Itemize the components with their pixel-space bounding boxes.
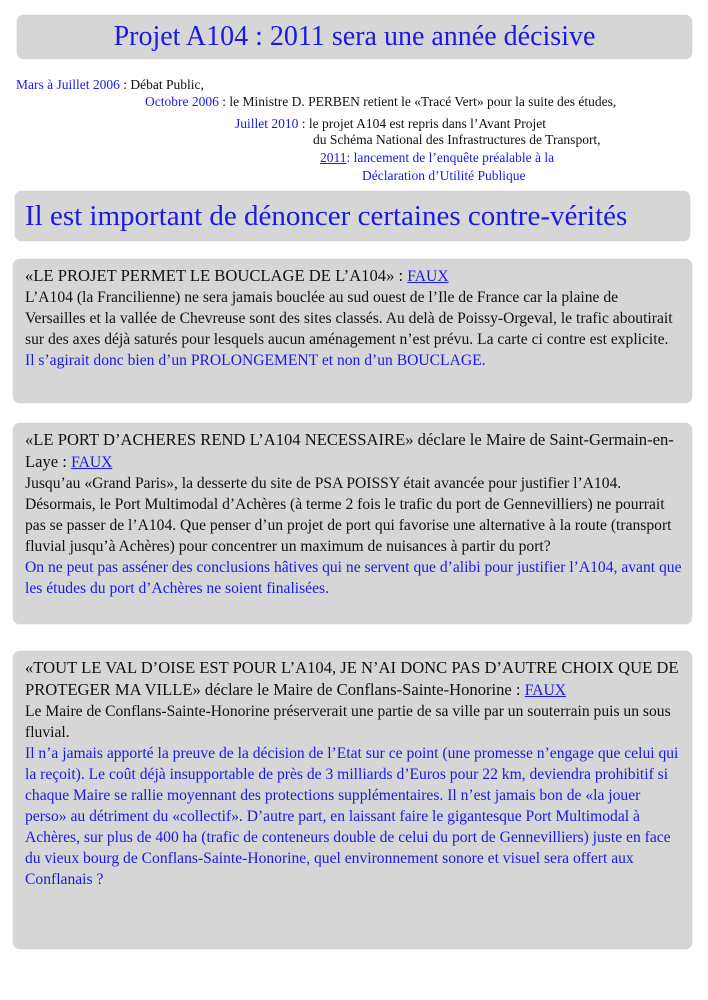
- page-title: Projet A104 : 2011 sera une année décisive: [113, 21, 596, 52]
- timeline-entry-1: [16, 76, 204, 93]
- timeline-text: du Schéma National des Infrastructures de Transport,: [313, 132, 601, 147]
- title-banner: [17, 15, 692, 59]
- timeline-entry-4: [320, 149, 554, 166]
- verdict-link[interactable]: FAUX: [407, 268, 449, 285]
- claim-quote: [25, 657, 682, 701]
- timeline-text: : le projet A104 est repris dans l’Avant Projet: [298, 116, 546, 131]
- claim-quote: [25, 265, 682, 287]
- timeline-date: Juillet 2010: [235, 116, 299, 131]
- claim-conclusion: On ne peut pas asséner des conclusions hâtives qui ne servent que d’alibi pour justifier l’A104, avant que les études du port d’Achères ne soient finalisées.: [25, 559, 682, 597]
- claim-conclusion-part-2: D’autre part, en laissant faire le gigantesque Port Multimodal à Achères, sur plus de 400 ha (trafic de conteneurs double de celui du port de Gennevilliers) juste en face du vieux bourg de Conflans-Sainte-Honorine, quel environnement sonore et visuel sera offert aux Conflanais ?: [25, 808, 671, 888]
- claim-quote-text: «LE PORT D’ACHERES REND L’A104 NECESSAIRE» déclare le Maire de Saint-Germain-en-Laye :: [25, 430, 674, 471]
- timeline-date: 2011: [320, 150, 347, 165]
- timeline-entry-4-continued: [362, 167, 525, 184]
- claim-conclusion: Il s’agirait donc bien d’un PROLONGEMENT et non d’un BOUCLAGE.: [25, 352, 486, 369]
- timeline-entry-3-continued: [313, 131, 601, 148]
- timeline-text: : Débat Public,: [119, 77, 204, 92]
- section-heading: Il est important de dénoncer certaines contre-vérités: [25, 199, 628, 232]
- timeline-date: Octobre 2006: [145, 94, 219, 109]
- claim-conclusion-part-1: Il n’a jamais apporté la preuve de la décision de l’Etat sur ce point (une promesse n’engage que celui qui la reçoit). Le coût déjà insupportable de près de 3 milliards d’Euros pour 22 km, deviendra prohibitif si chaque Maire se rallie moyennant des protections supplémentaires. Il n’est jamais bon de «la jouer perso» au détriment du «collectif».: [25, 745, 679, 825]
- claim-card-2: [13, 423, 692, 624]
- claim-card-1: [13, 259, 692, 403]
- claim-quote-text: «LE PROJET PERMET LE BOUCLAGE DE L’A104» :: [25, 266, 408, 285]
- claim-body: Le Maire de Conflans-Sainte-Honorine préserverait une partie de sa ville par un souterrain puis un sous fluvial.: [25, 703, 671, 741]
- claim-card-3: [13, 651, 692, 949]
- section-heading-banner: [15, 191, 690, 241]
- verdict-link[interactable]: FAUX: [524, 682, 567, 699]
- timeline-text: Déclaration d’Utilité Publique: [362, 168, 526, 183]
- claim-quote-text: «TOUT LE VAL D’OISE EST POUR L’A104, JE N’AI DONC PAS D’AUTRE CHOIX QUE DE PROTEGER MA VILLE» déclare le Maire de Conflans-Sainte-Honorine :: [25, 658, 679, 699]
- timeline-entry-3: [235, 115, 546, 132]
- timeline-date: Mars à Juillet 2006: [16, 77, 120, 92]
- verdict-link[interactable]: FAUX: [71, 454, 113, 471]
- claim-conclusion: [25, 743, 682, 890]
- claim-body: L’A104 (la Francilienne) ne sera jamais bouclée au sud ouest de l’Ile de France car la plaine de Versailles et la vallée de Chevreuse sont des sites classés. Au delà de Poissy-Orgeval, le trafic aboutirait sur des axes déjà saturés pour lesquels aucun aménagement n’est prévu. La carte ci contre est explicite.: [25, 289, 673, 348]
- claim-body: Jusqu’au «Grand Paris», la desserte du site de PSA POISSY était avancée pour justifier l’A104. Désormais, le Port Multimodal d’Achères (à terme 2 fois le trafic du port de Gennevilliers) ne pourrait pas se passer de l’A104. Que penser d’un projet de port qui favorise une alternative à la route (transport fluvial jusqu’à Achères) pour concentrer un maximum de nuisances à partir du port?: [25, 475, 672, 555]
- timeline-text: : le Ministre D. PERBEN retient le «Tracé Vert» pour la suite des études,: [218, 94, 617, 109]
- timeline-text: : lancement de l’enquête préalable à la: [346, 150, 555, 165]
- timeline-entry-2: [145, 93, 616, 110]
- claim-quote: [25, 429, 682, 473]
